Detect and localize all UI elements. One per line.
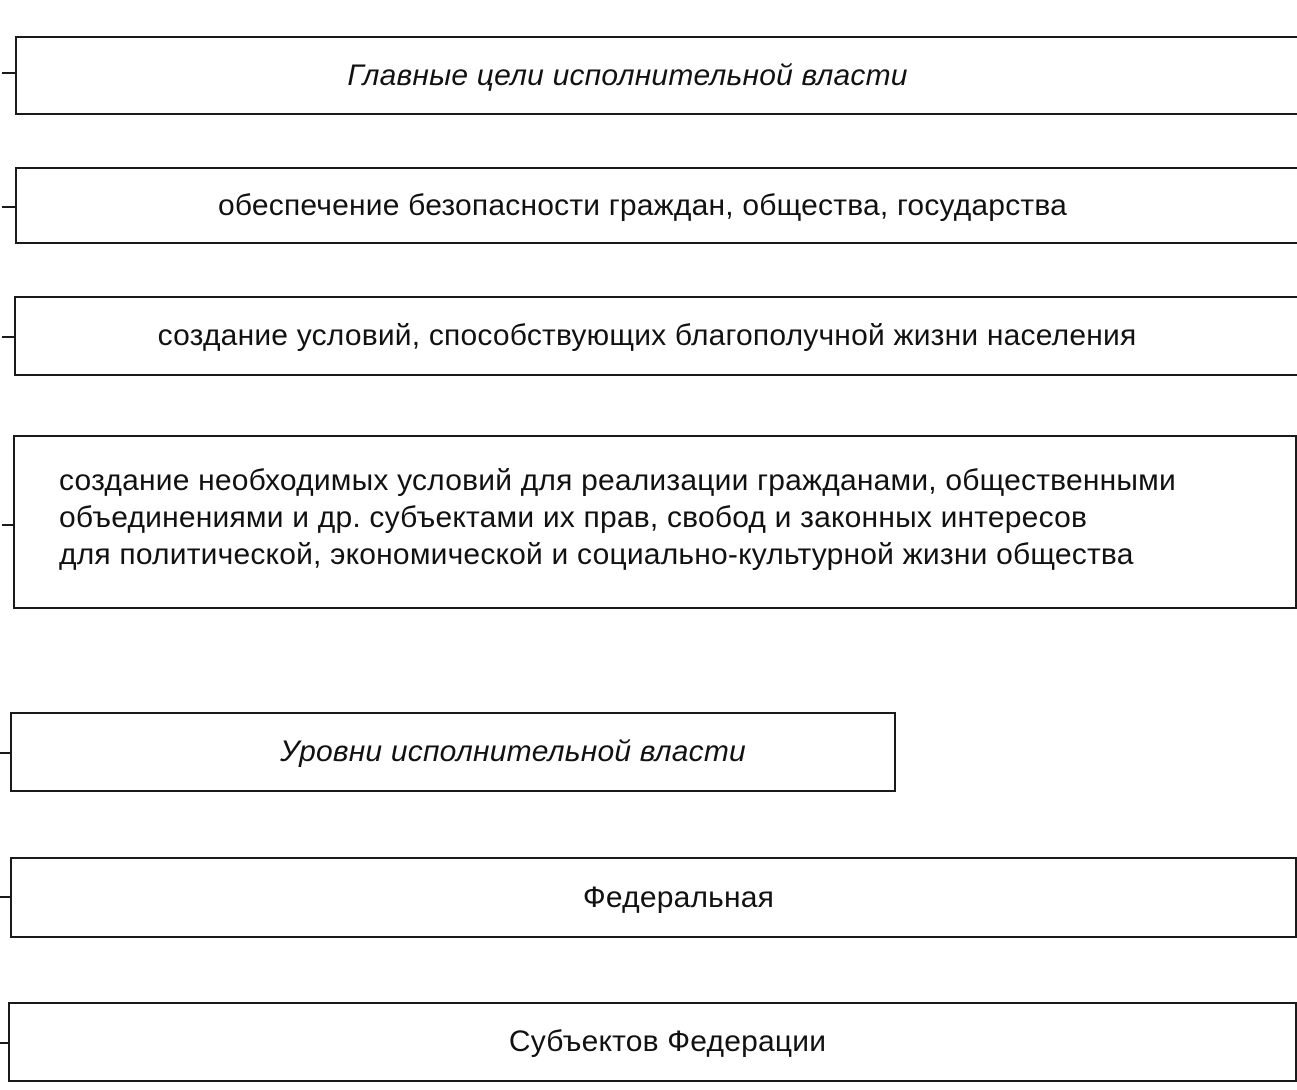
- goal-text: обеспечение безопасности граждан, общества, государства: [217, 188, 1068, 222]
- goal-box-security: [15, 167, 1297, 244]
- goal-text-line: объединениями и др. субъектами их прав, свобод и законных интересов: [59, 500, 1088, 534]
- goal-text-line: создание необходимых условий для реализации гражданами, общественными: [59, 463, 1176, 497]
- goal-box-welfare: [14, 296, 1297, 376]
- level-text: Субъектов Федерации: [508, 1025, 827, 1058]
- goals-title-box: [15, 36, 1297, 115]
- connector-tick: [2, 72, 16, 74]
- goals-title: Главные цели исполнительной власти: [347, 58, 908, 92]
- goal-text-line: для политической, экономической и социально-культурной жизни общества: [59, 537, 1134, 571]
- goal-text: создание условий, способствующих благополучной жизни населения: [157, 319, 1137, 352]
- level-box-subjects: [8, 1002, 1297, 1082]
- goal-box-rights: [13, 435, 1297, 609]
- level-text: Федеральная: [582, 880, 775, 914]
- level-box-federal: [10, 857, 1297, 938]
- levels-title: Уровни исполнительной власти: [280, 735, 746, 768]
- connector-tick: [2, 206, 16, 208]
- levels-title-box: [10, 712, 896, 792]
